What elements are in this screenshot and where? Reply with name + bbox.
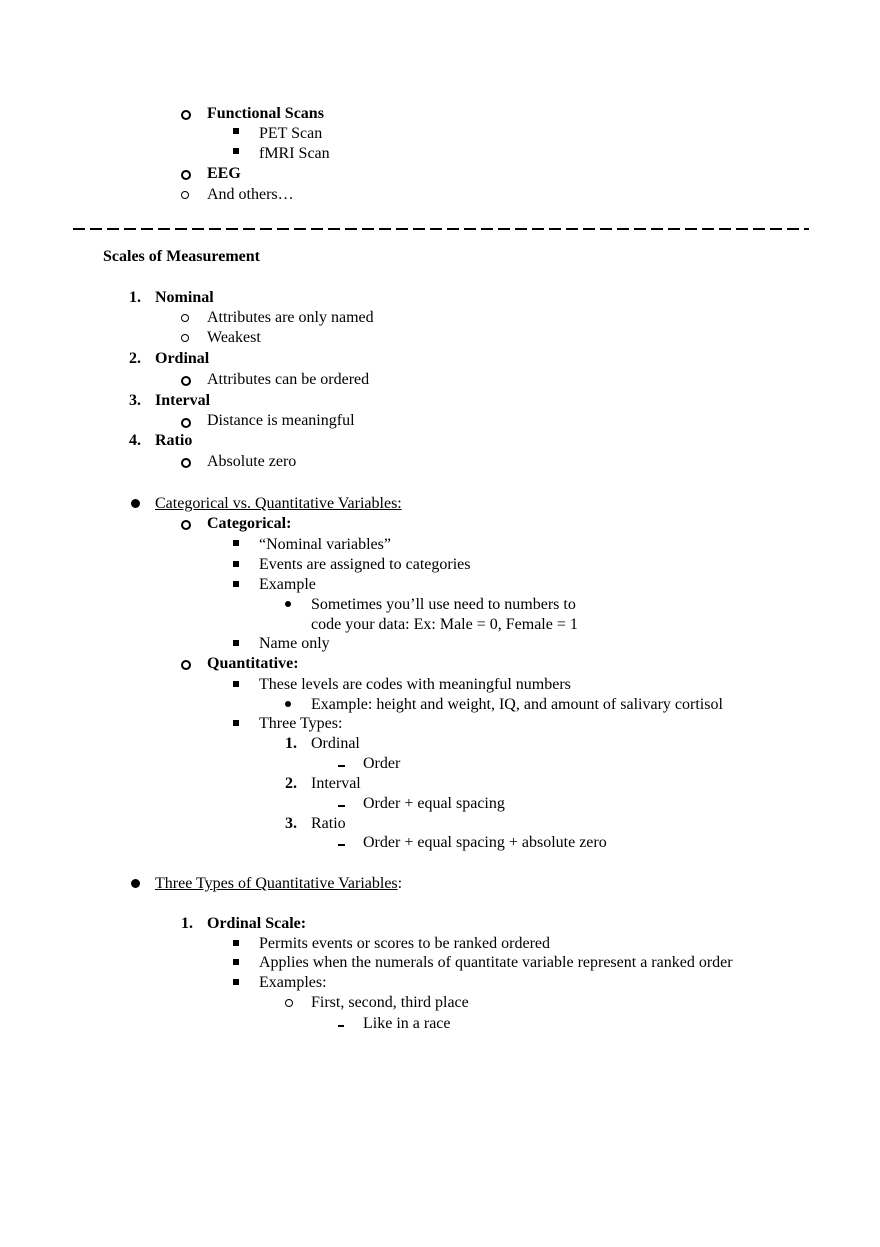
bullet-open-circle [181,376,191,386]
bullet-square [233,720,239,726]
example-text-continued: code your data: Ex: Male = 0, Female = 1 [311,616,578,633]
ordinal-item: Attributes can be ordered [207,371,370,388]
ordinal-scale-item: Examples: [259,974,327,991]
quantitative-example: Example: height and weight, IQ, and amount of salivary cortisol [311,696,723,713]
categorical-item: Name only [259,635,330,652]
categorical-label: Categorical: [207,515,292,532]
list-number: 1. [129,289,141,306]
three-types-heading-line [155,874,402,894]
bullet-square [233,148,239,154]
and-others-item: And others… [207,186,294,203]
bullet-dot [285,601,291,607]
categorical-item: Example [259,576,316,593]
bullet-square [233,561,239,567]
bullet-dot [285,701,291,707]
list-number: 1. [285,735,297,752]
bullet-filled-circle [131,499,140,508]
ratio-label: Ratio [155,432,193,449]
fmri-scan-item: fMRI Scan [259,145,330,162]
three-types-heading: Three Types of Quantitative Variables [155,875,398,892]
bullet-dash [338,805,345,807]
bullet-open-circle [181,520,191,530]
pet-scan-item: PET Scan [259,125,323,142]
nominal-item: Weakest [207,329,261,346]
bullet-square [233,979,239,985]
bullet-dash [338,844,345,846]
ordinal-scale-item: Permits events or scores to be ranked ordered [259,935,551,952]
bullet-dash [338,1025,344,1027]
ordinal-label: Ordinal [155,350,210,367]
bullet-open-circle [285,999,293,1007]
bullet-open-circle [181,110,191,120]
list-number: 3. [129,392,141,409]
example-text: Sometimes you’ll use need to numbers to [311,596,576,613]
bullet-square [233,681,239,687]
bullet-open-circle [181,170,191,180]
scales-heading: Scales of Measurement [103,248,260,265]
cat-vs-quant-heading: Categorical vs. Quantitative Variables: [155,495,402,512]
nominal-label: Nominal [155,289,214,306]
bullet-open-circle [181,191,189,199]
nominal-item: Attributes are only named [207,309,374,326]
dashed-divider [73,228,809,230]
categorical-item: Events are assigned to categories [259,556,471,573]
ratio-item: Absolute zero [207,453,297,470]
bullet-square [233,959,239,965]
bullet-open-circle [181,418,191,428]
type-ratio-desc: Order + equal spacing + absolute zero [363,834,607,851]
categorical-item: “Nominal variables” [259,536,391,553]
quantitative-item: Three Types: [259,715,343,732]
eeg-label: EEG [207,165,241,182]
list-number: 2. [129,350,141,367]
type-interval-desc: Order + equal spacing [363,795,505,812]
interval-item: Distance is meaningful [207,412,355,429]
list-number: 4. [129,432,141,449]
three-types-heading-colon: : [397,875,403,892]
type-ordinal-desc: Order [363,755,401,772]
bullet-open-circle [181,660,191,670]
type-interval: Interval [311,775,361,792]
interval-label: Interval [155,392,211,409]
bullet-square [233,540,239,546]
bullet-open-circle [181,334,189,342]
functional-scans-label: Functional Scans [207,105,324,122]
bullet-open-circle [181,314,189,322]
quantitative-label: Quantitative: [207,655,299,672]
bullet-dash [338,765,345,767]
bullet-square [233,581,239,587]
quantitative-item: These levels are codes with meaningful numbers [259,676,571,693]
bullet-filled-circle [131,879,140,888]
bullet-square [233,128,239,134]
bullet-square [233,640,239,646]
ordinal-scale-item: Applies when the numerals of quantitate variable represent a ranked order [259,954,733,971]
list-number: 3. [285,815,297,832]
ordinal-scale-example-sub: Like in a race [363,1015,451,1032]
bullet-square [233,940,239,946]
bullet-open-circle [181,458,191,468]
ordinal-scale-example: First, second, third place [311,994,469,1011]
type-ordinal: Ordinal [311,735,360,752]
type-ratio: Ratio [311,815,346,832]
ordinal-scale-label: Ordinal Scale: [207,915,307,932]
list-number: 2. [285,775,297,792]
list-number: 1. [181,915,193,932]
